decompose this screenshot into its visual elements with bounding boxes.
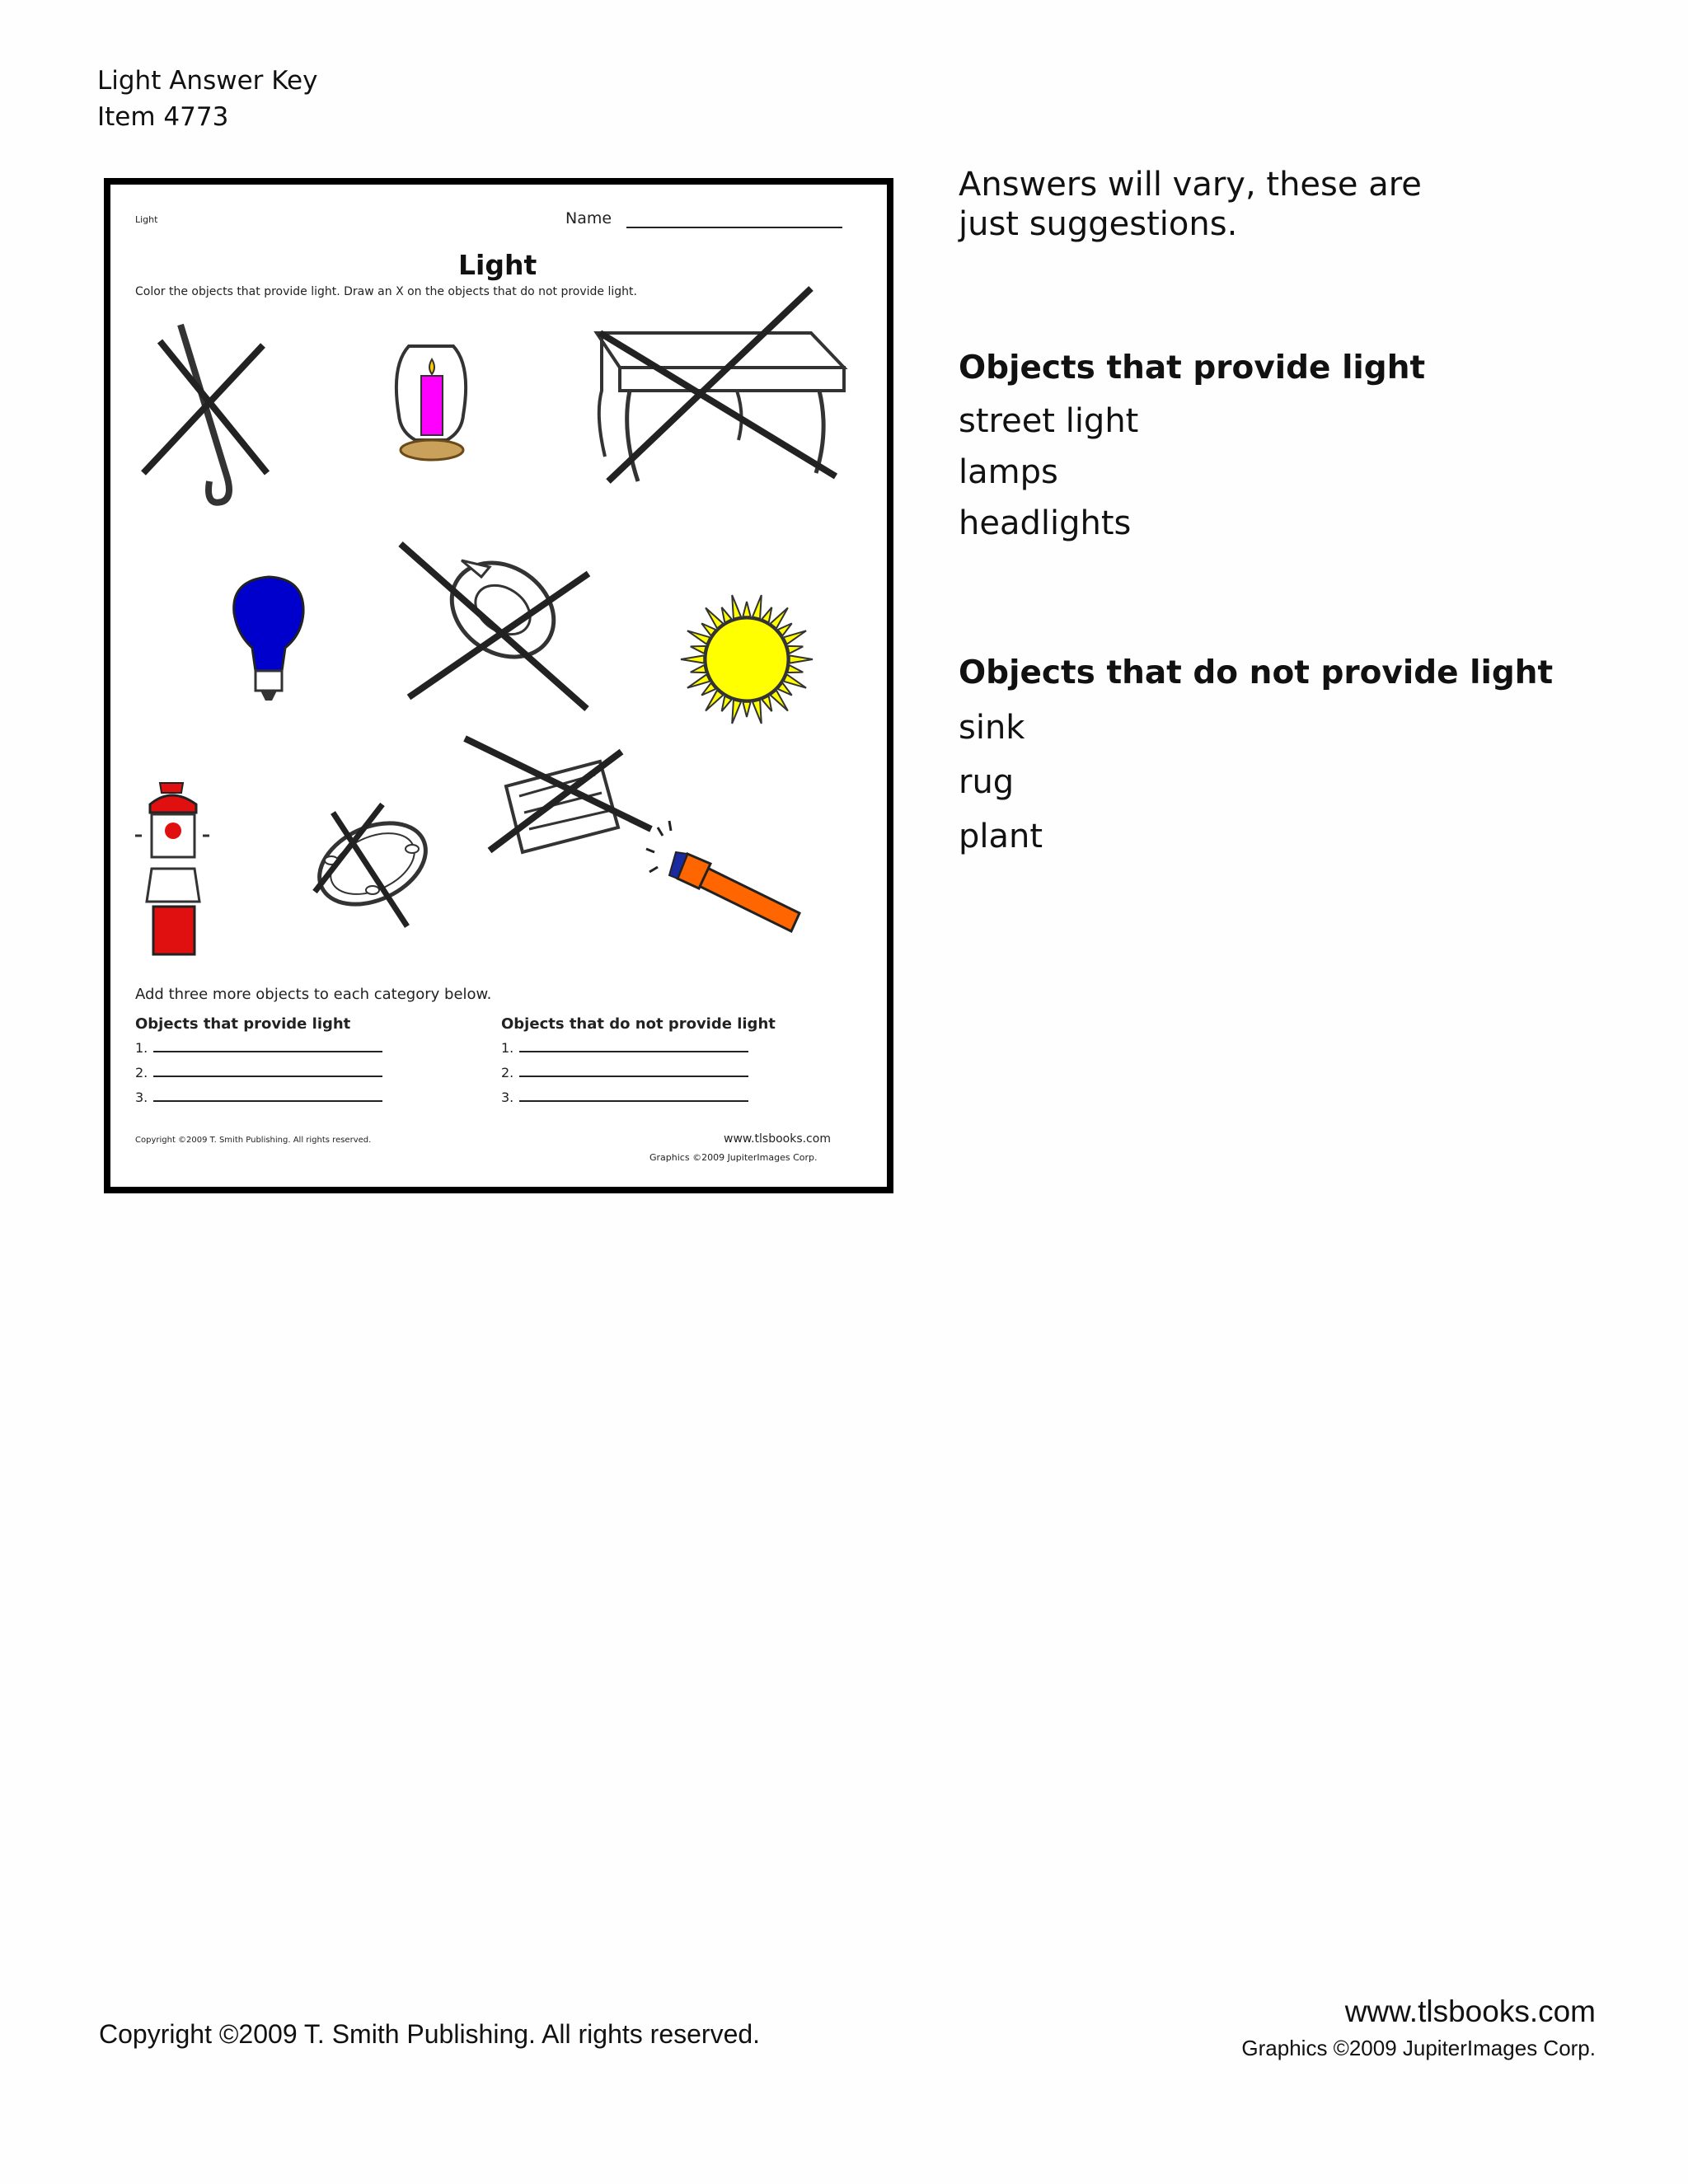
sun-image xyxy=(681,595,813,724)
sun-ray xyxy=(787,646,803,654)
straw-image xyxy=(143,323,267,503)
bulb-fill xyxy=(234,577,303,671)
sun-ray xyxy=(787,665,803,673)
light-heading: Objects that provide light xyxy=(959,349,1426,387)
light-item: headlights xyxy=(959,504,1132,542)
answer-lines xyxy=(153,1052,748,1101)
item-number: Item 4773 xyxy=(97,102,229,132)
worksheet-copyright: Copyright ©2009 T. Smith Publishing. All rights reserved. xyxy=(135,1136,372,1145)
line-number: 3. xyxy=(135,1090,148,1105)
light-item: street light xyxy=(959,402,1139,440)
worksheet-name-label: Name xyxy=(565,209,612,227)
line-number: 1. xyxy=(135,1040,148,1056)
flashlight-fill xyxy=(694,865,799,931)
line-number: 2. xyxy=(501,1065,514,1080)
tambourine-image xyxy=(307,804,438,926)
candle-image xyxy=(396,346,466,460)
sun-ray xyxy=(790,655,813,663)
sun-ray xyxy=(706,607,723,628)
no-light-item: sink xyxy=(959,709,1025,747)
worksheet-website: www.tlsbooks.com xyxy=(724,1132,831,1146)
sun-ray xyxy=(732,700,741,724)
line-number: 1. xyxy=(501,1040,514,1056)
no-light-item: plant xyxy=(959,818,1043,855)
sun-ray xyxy=(691,665,706,673)
sun-ray xyxy=(753,595,762,619)
worksheet-corner-label: Light xyxy=(135,214,158,225)
sun-ray xyxy=(753,700,762,724)
lantern-image xyxy=(135,783,209,954)
worksheet-artwork xyxy=(110,185,887,1187)
sun-ray xyxy=(771,691,788,711)
lantern-fill xyxy=(153,907,195,954)
bulb-image xyxy=(234,577,303,701)
line-number: 3. xyxy=(501,1090,514,1105)
sun-ray xyxy=(706,691,723,711)
candle-fill xyxy=(421,376,443,435)
footer-copyright: Copyright ©2009 T. Smith Publishing. All rights reserved. xyxy=(99,2019,761,2049)
sun-fill xyxy=(706,618,788,701)
sun-ray xyxy=(771,607,788,628)
sun-ray xyxy=(691,646,706,654)
toilet-seat-image xyxy=(401,544,588,709)
no-light-item: rug xyxy=(959,763,1015,801)
sun-ray xyxy=(784,674,806,687)
footer-graphics-credit: Graphics ©2009 JupiterImages Corp. xyxy=(1241,2036,1596,2060)
sun-ray xyxy=(732,595,741,619)
answers-note: Answers will vary, these are just suggestions. xyxy=(959,166,1422,243)
sun-ray xyxy=(743,702,750,717)
sun-ray xyxy=(687,674,710,687)
worksheet-preview xyxy=(104,178,893,1193)
sun-ray xyxy=(687,630,710,644)
light-item: lamps xyxy=(959,453,1058,491)
worksheet-graphics-credit: Graphics ©2009 JupiterImages Corp. xyxy=(649,1152,818,1163)
worksheet-instructions: Color the objects that provide light. Draw an X on the objects that do not provide light. xyxy=(135,285,637,298)
worksheet-col2-heading: Objects that do not provide light xyxy=(501,1015,776,1033)
line-number: 2. xyxy=(135,1065,148,1080)
answer-key-title: Light Answer Key xyxy=(97,66,318,96)
sun-ray xyxy=(784,630,806,644)
no-light-heading: Objects that do not provide light xyxy=(959,654,1554,691)
worksheet-title: Light xyxy=(458,249,537,281)
sun-ray xyxy=(681,655,704,663)
x-mark xyxy=(143,345,263,473)
worksheet-col1-heading: Objects that provide light xyxy=(135,1015,351,1033)
sun-ray xyxy=(743,602,750,616)
worksheet-add-instruction: Add three more objects to each category below. xyxy=(135,986,492,1003)
footer-website: www.tlsbooks.com xyxy=(1344,1994,1596,2028)
newspaper-image xyxy=(465,738,651,852)
flashlight-image xyxy=(646,821,799,931)
table-image xyxy=(597,288,844,481)
